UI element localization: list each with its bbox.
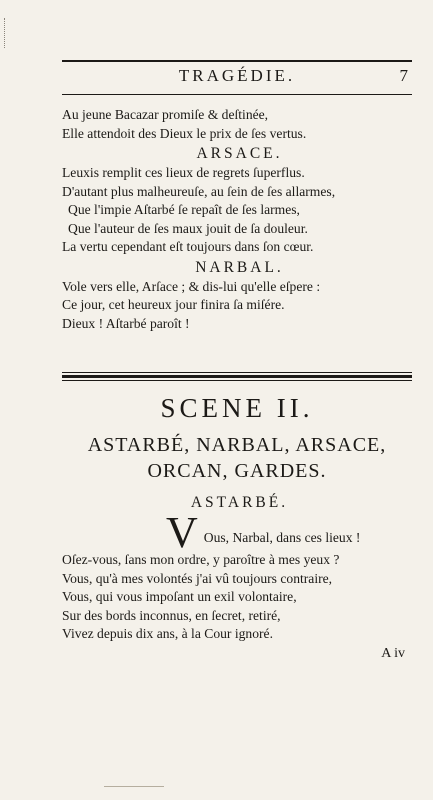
drop-cap: V [166,513,198,551]
verse-line: Vole vers elle, Arſace ; & dis-lui qu'elle eſpere : [62,278,321,294]
verse-line: Sur des bords inconnus, en ſecret, retiré, [62,607,281,623]
verse-line: Vous, qui vous impoſant un exil volontaire, [62,589,297,604]
signature-mark: A iv [381,646,405,661]
bottom-rule [104,786,164,787]
opening-line [62,513,417,551]
verse-line: Vivez depuis dix ans, à la Cour ignoré. [62,626,273,641]
verse-line: Vous, qu'à mes volontés j'ai vû toujours contraire, [62,570,333,586]
verse-line: Que l'auteur de ſes maux jouit de ſa douleur. [68,220,308,236]
verse-line: D'autant plus malheureuſe, au ſein de ſes allarmes, [62,183,336,199]
verse-line: Ous, Narbal, dans ces lieux ! [203,530,361,545]
verse-line: La vertu cependant eſt toujours dans ſon cœur. [62,239,314,254]
verse-line: Dieux ! Aſtarbé paroît ! [62,315,190,331]
page-number: 7 [399,66,408,85]
speaker-name: ARSACE. [196,145,283,162]
verse-line: Que l'impie Aſtarbé ſe repaît de ſes larmes, [68,202,300,217]
verse-line: Elle attendoit des Dieux le prix de ſes vertus. [62,125,307,141]
persons-line: ASTARBÉ, NARBAL, ARSACE, [87,434,387,456]
dramatis-personae [62,432,412,484]
speaker-name: ASTARBÉ. [190,494,289,511]
ornamental-rule [62,372,412,381]
verse-block-top [62,106,417,333]
speaker-name: NARBAL. [195,258,284,276]
running-title: TRAGÉDIE. [178,66,296,85]
verse-line: Leuxis remplit ces lieux de regrets ſuperflus. [62,165,305,180]
header-top-rule [62,60,412,62]
header-bottom-rule [62,94,412,95]
persons-line: ORCAN, GARDES. [147,460,327,482]
verse-block-astarbe [62,492,417,644]
verse-line: Au jeune Bacazar promiſe & deſtinée, [62,107,269,122]
margin-mark [4,18,8,48]
verse-line: Ce jour, cet heureux jour finira ſa miſére. [62,297,285,312]
running-header [62,66,412,90]
scene-title: SCENE II. [160,393,314,423]
verse-line: Oſez-vous, ſans mon ordre, y paroître à mes yeux ? [62,552,340,567]
